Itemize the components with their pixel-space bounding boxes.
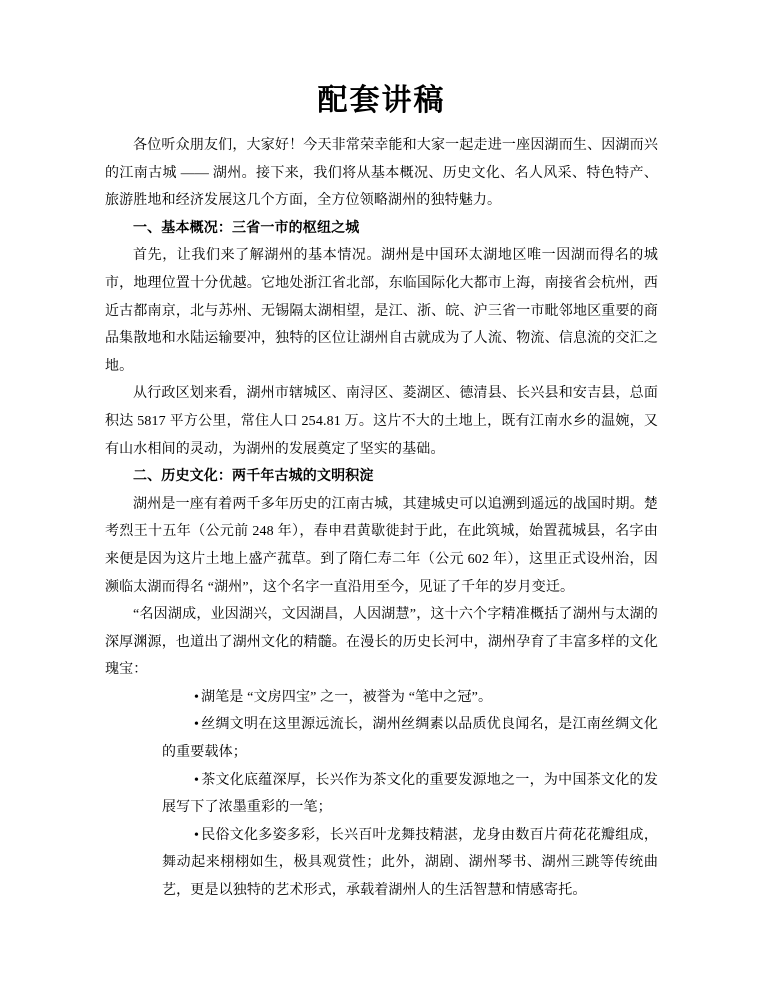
section-1-heading: 一、基本概况：三省一市的枢纽之城: [133, 220, 360, 236]
bullet-text: 丝绸文明在这里源远流长，湖州丝绸素以品质优良闻名，是江南丝绸文化的重要载体；: [162, 717, 658, 761]
section-1-paragraph-2: 从行政区划来看，湖州市辖城区、南浔区、菱湖区、德清县、长兴县和安吉县，总面积达 5817 平方公里，常住人口 254.81 万。这片不大的土地上，既有江南水乡的温婉，又有山水相间的灵动，为湖州的发展奠定了坚实的基础。: [105, 386, 658, 457]
section-2-paragraph-1: 湖州是一座有着两千多年历史的江南古城，其建城史可以追溯到遥远的战国时期。楚考烈王十五年（公元前 248 年），春申君黄歇徙封于此，在此筑城，始置菰城县，名字由来便是因为这片土地上盛产菰草。到了隋仁寿二年（公元 602 年），这里正式设州治，因濒临太湖而得名 “湖州”，这个名字一直沿用至今，见证了千年的岁月变迁。: [105, 496, 658, 595]
bullet-icon: •: [194, 827, 200, 843]
list-item-silk: [162, 711, 658, 766]
bullet-text: 民俗文化多姿多彩，长兴百叶龙舞技精湛，龙身由数百片荷花花瓣组成，舞动起来栩栩如生，极具观赏性；此外，湖剧、湖州琴书、湖州三跳等传统曲艺，更是以独特的艺术形式，承载着湖州人的生活智慧和情感寄托。: [162, 827, 658, 899]
list-item-hubi: [162, 684, 658, 712]
list-item-tea: [162, 767, 658, 822]
culture-bullet-list: [105, 684, 658, 905]
bullet-text: 湖笔是 “文房四宝” 之一，被誉为 “笔中之冠”。: [201, 689, 493, 705]
bullet-icon: •: [194, 717, 200, 733]
document-title: 配套讲稿: [317, 84, 446, 117]
list-item-folk-culture: [162, 822, 658, 905]
bullet-icon: •: [194, 772, 200, 788]
section-1-paragraph-1: 首先，让我们来了解湖州的基本情况。湖州是中国环太湖地区唯一因湖而得名的城市，地理位置十分优越。它地处浙江省北部，东临国际化大都市上海，南接省会杭州，西近古都南京，北与苏州、无锡隔太湖相望，是江、浙、皖、沪三省一市毗邻地区重要的商品集散地和水陆运输要冲，独特的区位让湖州自古就成为了人流、物流、信息流的交汇之地。: [105, 248, 658, 374]
bullet-icon: •: [194, 689, 200, 705]
bullet-text: 茶文化底蕴深厚，长兴作为茶文化的重要发源地之一，为中国茶文化的发展写下了浓墨重彩的一笔；: [162, 772, 658, 816]
section-2-paragraph-2: “名因湖成，业因湖兴，文因湖昌，人因湖慧”，这十六个字精准概括了湖州与太湖的深厚渊源，也道出了湖州文化的精髓。在漫长的历史长河中，湖州孕育了丰富多样的文化瑰宝：: [105, 607, 658, 678]
section-2-heading: 二、历史文化：两千年古城的文明积淀: [133, 469, 374, 485]
intro-paragraph: 各位听众朋友们，大家好！今天非常荣幸能和大家一起走进一座因湖而生、因湖而兴的江南古城 —— 湖州。接下来，我们将从基本概况、历史文化、名人风采、特色特产、旅游胜地和经济发展这几个方面，全方位领略湖州的独特魅力。: [105, 138, 658, 209]
